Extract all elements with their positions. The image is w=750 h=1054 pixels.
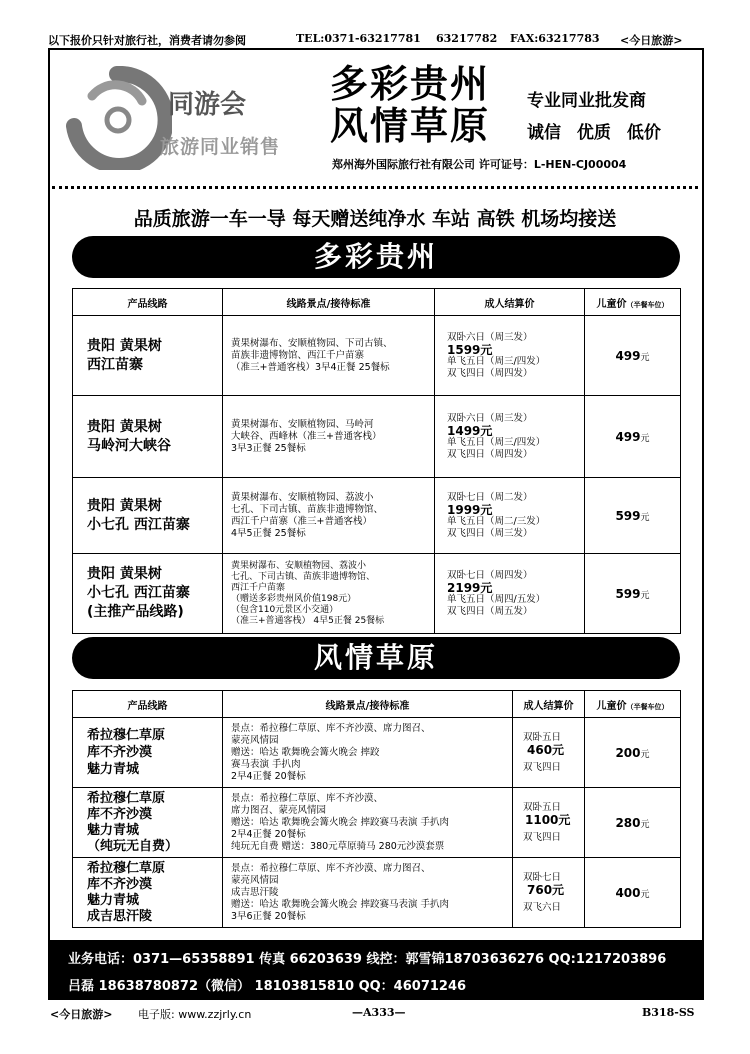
route-name: 希拉穆仁草原 库不齐沙漠 魅力青城 （纯玩无自费）: [73, 788, 223, 858]
logo-subtitle: 旅游同业销售: [160, 136, 281, 158]
route-name: 贵阳 黄果树 小七孔 西江苗寨: [73, 478, 223, 554]
headline-guizhou: 多彩贵州: [330, 62, 491, 106]
headline-grassland: 风情草原: [330, 104, 491, 148]
table-row: [73, 718, 681, 788]
company-license: 郑州海外国际旅行社有限公司 许可证号：L-HEN-CJ00004: [332, 158, 627, 171]
table-header-row: [73, 691, 681, 718]
adult-price: 双卧五日 1100元 双飞四日: [513, 788, 585, 858]
col-spots-header: 线路景点/接待标准: [223, 691, 513, 718]
guizhou-price-table: [72, 288, 681, 634]
footer-website[interactable]: 电子版: www.zzjrly.cn: [138, 1008, 252, 1021]
footer-brand: <今日旅游>: [50, 1008, 113, 1021]
section-title-grassland: 风情草原: [72, 637, 680, 679]
logo-title: 同游会: [168, 90, 247, 120]
promo-banner: 品质旅游一车一导 每天赠送纯净水 车站 高铁 机场均接送: [133, 208, 617, 230]
grassland-price-table: [72, 690, 681, 928]
col-kid-header: 儿童价（半餐车位）: [585, 691, 681, 718]
route-name: 希拉穆仁草原 库不齐沙漠 魅力青城 成吉思汗陵: [73, 858, 223, 928]
bottom-divider: [48, 998, 704, 1000]
contact-bar: [48, 940, 704, 998]
page-number: —A333—: [352, 1006, 406, 1019]
adult-price: 双卧五日 460元 双飞四日: [513, 718, 585, 788]
adult-price: 双卧六日（周三发） 1599元 单飞五日（周三/四发） 双飞四日（周四发）: [435, 316, 585, 396]
contact-line-2: 吕磊 18638780872（微信） 18103815810 QQ：46071246: [68, 979, 467, 994]
kid-price: 280元: [585, 788, 681, 858]
table-row: [73, 316, 681, 396]
section-title-guizhou: 多彩贵州: [72, 236, 680, 278]
kid-price: 599元: [585, 554, 681, 634]
route-spots: 黄果树瀑布、安顺植物园、荔波小 七孔、下司古镇、苗族非遗博物馆、 西江千户苗寨（准三+普通客栈） 4早5正餐 25餐标: [223, 478, 435, 554]
agency-notice: 以下报价只针对旅行社，消费者请勿参阅: [48, 34, 246, 47]
slogan-wholesaler: 专业同业批发商: [527, 91, 646, 111]
col-price-header: 成人结算价: [513, 691, 585, 718]
table-row: [73, 554, 681, 634]
table-row: [73, 788, 681, 858]
adult-price: 双卧七日（周二发） 1999元 单飞五日（周二/三发） 双飞四日（周三发）: [435, 478, 585, 554]
kid-price: 400元: [585, 858, 681, 928]
col-kid-header: 儿童价（半餐车位）: [585, 289, 681, 316]
route-spots: 景点：希拉穆仁草原、库不齐沙漠、席力图召、 蒙亮风情园 成吉思汗陵 赠送：哈达 歌舞晚会篝火晚会 摔跤赛马表演 手扒肉 3早6正餐 20餐标: [223, 858, 513, 928]
route-name: 贵阳 黄果树 小七孔 西江苗寨 (主推产品线路): [73, 554, 223, 634]
table-row: [73, 858, 681, 928]
magazine-brand: <今日旅游>: [620, 34, 683, 47]
route-name: 贵阳 黄果树 马岭河大峡谷: [73, 396, 223, 478]
tel-number-2: 63217782: [436, 32, 498, 45]
route-name: 希拉穆仁草原 库不齐沙漠 魅力青城: [73, 718, 223, 788]
route-spots: 景点：希拉穆仁草原、库不齐沙漠、席力图召、 蒙亮风情园 赠送：哈达 歌舞晚会篝火晚会 摔跤 赛马表演 手扒肉 2早4正餐 20餐标: [223, 718, 513, 788]
issue-code: B318-SS: [642, 1006, 695, 1019]
dotted-divider: [52, 186, 698, 189]
route-name: 贵阳 黄果树 西江苗寨: [73, 316, 223, 396]
logo-swirl-icon: [62, 66, 172, 170]
route-spots: 黄果树瀑布、安顺植物园、下司古镇、 苗族非遗博物馆、西江千户苗寨 （准三+普通客栈）3早4正餐 25餐标: [223, 316, 435, 396]
table-row: [73, 478, 681, 554]
kid-price: 499元: [585, 316, 681, 396]
top-info-bar: [48, 30, 704, 48]
kid-price: 499元: [585, 396, 681, 478]
col-spots-header: 线路景点/接待标准: [223, 289, 435, 316]
slogan-values: 诚信 优质 低价: [527, 123, 661, 143]
table-header-row: [73, 289, 681, 316]
col-route-header: 产品线路: [73, 691, 223, 718]
kid-price: 200元: [585, 718, 681, 788]
table-row: [73, 396, 681, 478]
route-spots: 景点：希拉穆仁草原、库不齐沙漠、 席力图召、蒙亮风情园 赠送：哈达 歌舞晚会篝火晚会 摔跤赛马表演 手扒肉 2早4正餐 20餐标 纯玩无自费 赠送：380元草原骑马 280元沙漠套票: [223, 788, 513, 858]
adult-price: 双卧六日（周三发） 1499元 单飞五日（周三/四发） 双飞四日（周四发）: [435, 396, 585, 478]
col-route-header: 产品线路: [73, 289, 223, 316]
adult-price: 双卧七日（周四发） 2199元 单飞五日（周四/五发） 双飞四日（周五发）: [435, 554, 585, 634]
route-spots: 黄果树瀑布、安顺植物园、马岭河 大峡谷、西峰林（准三+普通客栈） 3早3正餐 25餐标: [223, 396, 435, 478]
tel-number: TEL:0371-63217781: [296, 32, 421, 45]
adult-price: 双卧七日 760元 双飞六日: [513, 858, 585, 928]
route-spots: 黄果树瀑布、安顺植物园、荔波小 七孔、下司古镇、苗族非遗博物馆、 西江千户苗寨 （赠送多彩贵州风价值198元） （包含110元景区小交通） （准三+普通客栈） 4早5正餐 25餐标: [223, 554, 435, 634]
contact-line-1: 业务电话：0371—65358891 传真 66203639 线控：郭雪锦18703636276 QQ:1217203896: [68, 952, 667, 967]
col-price-header: 成人结算价: [435, 289, 585, 316]
kid-price: 599元: [585, 478, 681, 554]
fax-number: FAX:63217783: [510, 32, 600, 45]
